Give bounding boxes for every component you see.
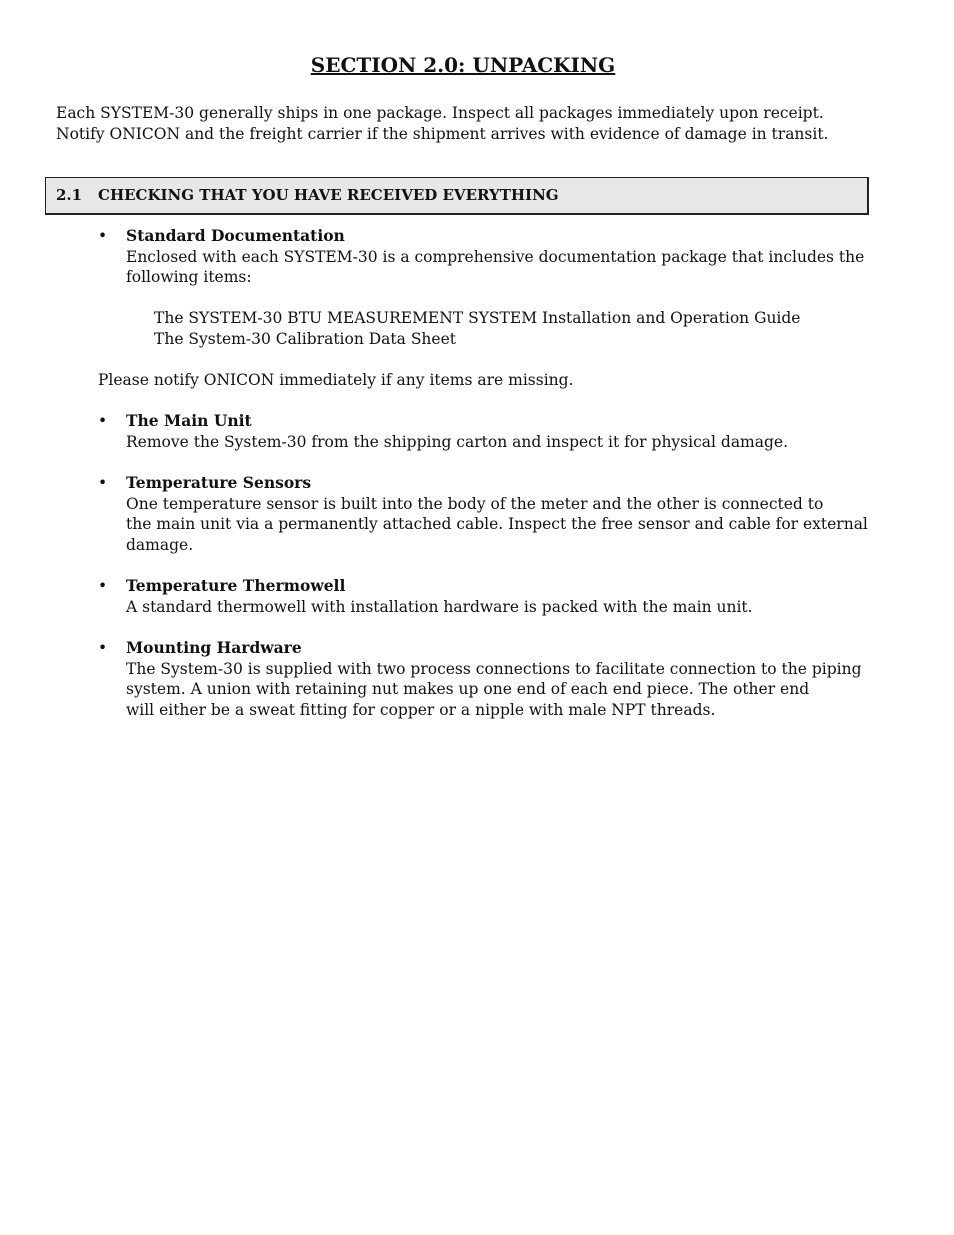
item-title: Temperature Sensors xyxy=(126,473,312,492)
item-text-line: the main unit via a permanently attached cable. Inspect the free sensor and cable for external xyxy=(126,515,868,533)
item-text-line: following items: xyxy=(126,268,252,286)
intro-line: Each SYSTEM-30 generally ships in one package. Inspect all packages immediately upon receipt. xyxy=(56,104,824,122)
document-item: The SYSTEM-30 BTU MEASUREMENT SYSTEM Installation and Operation Guide xyxy=(154,309,801,327)
bullet-icon: • xyxy=(98,412,108,430)
list-item-main-unit xyxy=(98,411,876,452)
page-title: SECTION 2.0: UNPACKING xyxy=(310,53,616,77)
bullet-icon: • xyxy=(98,577,108,595)
section-heading-box xyxy=(45,177,869,215)
item-text-line: Remove the System-30 from the shipping carton and inspect it for physical damage. xyxy=(126,432,789,451)
documentation-list xyxy=(154,308,800,349)
list-item-mounting-hardware xyxy=(98,638,876,720)
item-text-line: A standard thermowell with installation hardware is packed with the main unit. xyxy=(126,597,753,616)
item-text-line: system. A union with retaining nut makes up one end of each end piece. The other end xyxy=(126,680,810,698)
item-text-line: will either be a sweat fitting for copper or a nipple with male NPT threads. xyxy=(126,700,716,719)
item-title: Standard Documentation xyxy=(126,226,345,245)
document-item: The System-30 Calibration Data Sheet xyxy=(154,329,456,348)
missing-items-notice: Please notify ONICON immediately if any items are missing. xyxy=(98,371,574,389)
bullet-icon: • xyxy=(98,227,108,245)
item-title: The Main Unit xyxy=(126,411,252,430)
bullet-icon: • xyxy=(98,474,108,492)
list-item-standard-documentation xyxy=(98,226,876,288)
intro-line: Notify ONICON and the freight carrier if the shipment arrives with evidence of damage in transit. xyxy=(56,124,829,143)
item-text-line: Enclosed with each SYSTEM-30 is a comprehensive documentation package that includes the xyxy=(126,247,865,266)
item-text-line: damage. xyxy=(126,535,194,554)
list-item-temperature-thermowell xyxy=(98,576,876,617)
item-title: Mounting Hardware xyxy=(126,638,302,657)
section-number: 2.1 xyxy=(56,186,83,204)
item-text-line: One temperature sensor is built into the body of the meter and the other is connected to xyxy=(126,494,824,513)
bullet-icon: • xyxy=(98,639,108,657)
section-title: CHECKING THAT YOU HAVE RECEIVED EVERYTHING xyxy=(98,186,559,204)
intro-paragraph xyxy=(56,103,916,144)
list-item-temperature-sensors xyxy=(98,473,876,555)
item-text-line: The System-30 is supplied with two process connections to facilitate connection to the piping xyxy=(126,659,862,678)
item-title: Temperature Thermowell xyxy=(126,576,346,595)
